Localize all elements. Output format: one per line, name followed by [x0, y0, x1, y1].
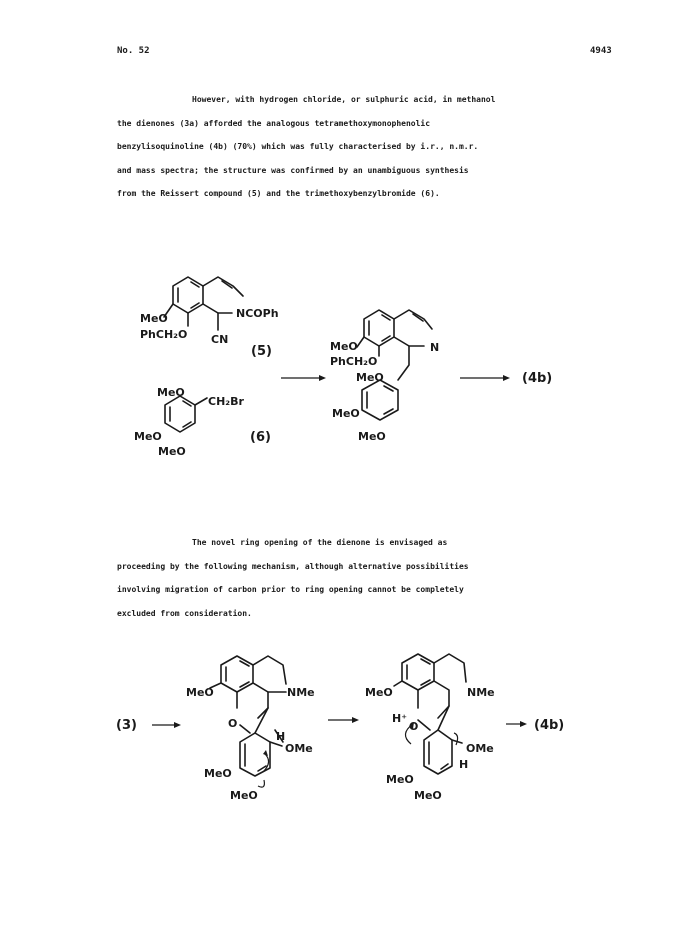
- reissert-cyano-label: CN: [211, 333, 229, 346]
- product-benzyloxy-label: PhCH₂O: [330, 355, 378, 368]
- text-line: benzylisoquinoline (4b) (70%) which was fully characterised by i.r., n.m.r.: [117, 142, 479, 151]
- text-line: proceeding by the following mechanism, although alternative possibilities: [117, 561, 469, 571]
- dienone-hydrogen-label: H: [276, 730, 286, 743]
- product-nitrogen-label: N: [430, 341, 440, 354]
- protonated-intermediate-structure: [365, 654, 495, 802]
- intermediate-oxygen-label: O: [409, 720, 419, 733]
- dienone-meo-label: MeO: [186, 686, 214, 699]
- product-meo-b-label: MeO: [332, 407, 360, 420]
- arrow-head: [352, 717, 359, 723]
- product-meo-c-label: MeO: [358, 430, 386, 443]
- intermediate-meo-label: MeO: [365, 686, 393, 699]
- text-line: excluded from consideration.: [117, 608, 252, 618]
- intermediate-meo-bottom-label: MeO: [414, 789, 442, 802]
- text-line: and mass spectra; the structure was confirmed by an unambiguous synthesis: [117, 165, 469, 175]
- compound-4b-label: (4b): [522, 371, 553, 386]
- dienone-oxygen-label: O: [228, 717, 238, 730]
- reissert-benzyloxy-label: PhCH₂O: [140, 328, 188, 341]
- journal-issue-number: No. 52: [117, 46, 150, 56]
- intermediate-meo-left-label: MeO: [386, 773, 414, 786]
- intermediate-nme-label: NMe: [467, 686, 495, 699]
- compound-4b-label: (4b): [534, 718, 565, 733]
- dienone-ome-label: OMe: [285, 742, 313, 755]
- bromide-meo-bottom-label: MeO: [158, 445, 186, 458]
- reissert-ncoph-label: NCOPh: [236, 307, 279, 320]
- arrow-head: [520, 721, 527, 727]
- product-meo-a-label: MeO: [356, 371, 384, 384]
- bromide-meo-top-label: MeO: [157, 386, 185, 399]
- dienone-meo-left-label: MeO: [204, 767, 232, 780]
- compound-3-label: (3): [116, 718, 137, 733]
- text-line: from the Reissert compound (5) and the trimethoxybenzylbromide (6).: [117, 189, 440, 198]
- text-line: involving migration of carbon prior to ring opening cannot be completely: [117, 585, 464, 594]
- dienone-nme-label: NMe: [287, 686, 315, 699]
- bromide-meo-left-label: MeO: [134, 430, 162, 443]
- intermediate-ome-label: OMe: [466, 742, 494, 755]
- dienone-meo-bottom-label: MeO: [230, 789, 258, 802]
- intermediate-hydrogen-label: H: [459, 758, 469, 771]
- intermediate-hplus-label: H⁺: [392, 712, 408, 725]
- product-meo-label: MeO: [330, 340, 358, 353]
- page-number: 4943: [590, 46, 612, 56]
- reissert-meo-label: MeO: [140, 312, 168, 325]
- text-line: The novel ring opening of the dienone is envisaged as: [192, 538, 448, 547]
- text-line: However, with hydrogen chloride, or sulphuric acid, in methanol: [192, 95, 496, 104]
- arrow-head: [174, 722, 181, 728]
- dienone-structure: [186, 656, 315, 802]
- compound-6-label: (6): [250, 430, 271, 445]
- text-line: the dienones (3a) afforded the analogous tetramethoxymonophenolic: [117, 118, 431, 128]
- bromide-ch2br-label: CH₂Br: [208, 395, 244, 408]
- compound-5-label: (5): [251, 344, 272, 359]
